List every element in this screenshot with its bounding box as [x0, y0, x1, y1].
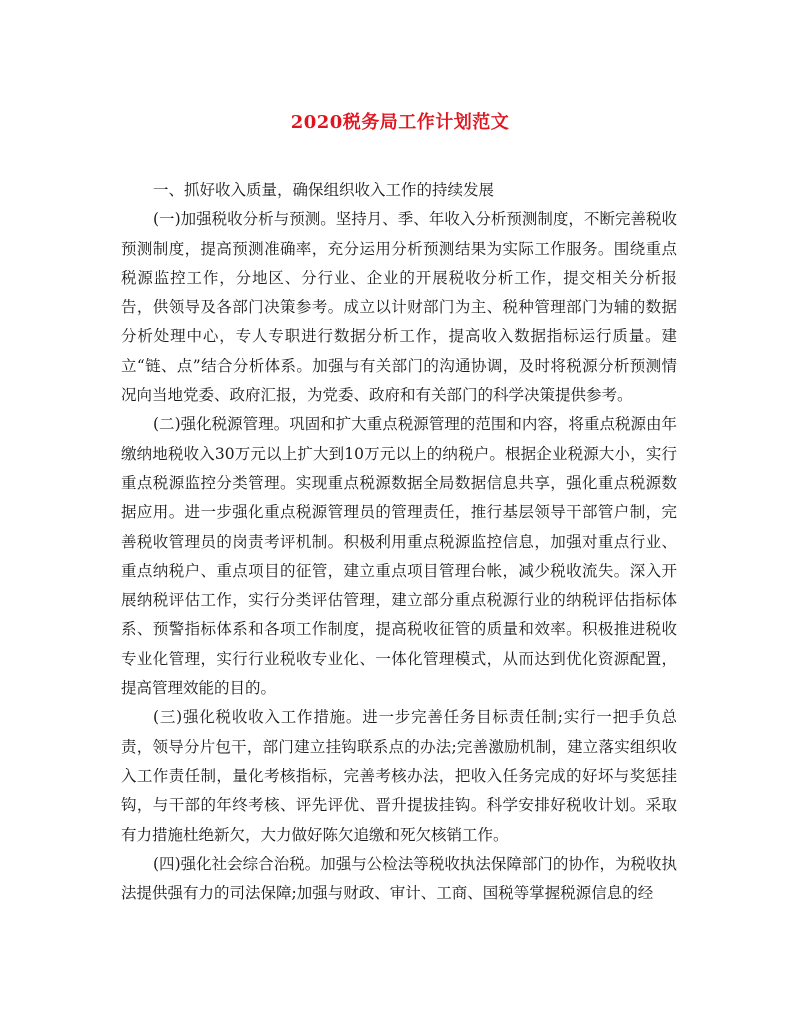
paragraph-tax-source-management: (二)强化税源管理。巩固和扩大重点税源管理的范围和内容，将重点税源由年缴纳地税收入30万元以上扩大到10万元以上的纳税户。根据企业税源大小，实行重点税源监控分类管理。实现重点税源数据全局数据信息共享，强化重点税源数据应用。进一步强化重点税源管理员的管理责任，推行基层领导干部管户制，完善税收管理员的岗责考评机制。积极利用重点税源监控信息，加强对重点行业、重点纳税户、重点项目的征管，建立重点项目管理台帐，减少税收流失。深入开展纳税评估工作，实行分类评估管理，建立部分重点税源行业的纳税评估指标体系、预警指标体系和各项工作制度，提高税收征管的质量和效率。积极推进税收专业化管理，实行行业税收专业化、一体化管理模式，从而达到优化资源配置，提高管理效能的目的。: [121, 415, 677, 698]
document-body: [121, 176, 677, 908]
paragraph-social-governance: (四)强化社会综合治税。加强与公检法等税收执法保障部门的协作，为税收执法提供强有力的司法保障;加强与财政、审计、工商、国税等掌握税源信息的经: [121, 854, 677, 903]
section-heading: 一、抓好收入质量，确保组织收入工作的持续发展: [153, 181, 495, 199]
paragraph-revenue-measures: (三)强化税收收入工作措施。进一步完善任务目标责任制;实行一把手负总责，领导分片包干，部门建立挂钩联系点的办法;完善激励机制，建立落实组织收入工作责任制，量化考核指标，完善考核办法，把收入任务完成的好坏与奖惩挂钩，与干部的年终考核、评先评优、晋升提拔挂钩。科学安排好税收计划。采取有力措施杜绝新欠，大力做好陈欠追缴和死欠核销工作。: [121, 708, 677, 844]
paragraph-revenue-analysis: (一)加强税收分析与预测。坚持月、季、年收入分析预测制度，不断完善税收预测制度，提高预测准确率，充分运用分析预测结果为实际工作服务。围绕重点税源监控工作，分地区、分行业、企业的开展税收分析工作，提交相关分析报告，供领导及各部门决策参考。成立以计财部门为主、税种管理部门为辅的数据分析处理中心，专人专职进行数据分析工作，提高收入数据指标运行质量。建立“链、点”结合分析体系。加强与有关部门的沟通协调，及时将税源分析预测情况向当地党委、政府汇报，为党委、政府和有关部门的科学决策提供参考。: [121, 210, 677, 405]
document-title: 2020税务局工作计划范文: [290, 112, 510, 133]
